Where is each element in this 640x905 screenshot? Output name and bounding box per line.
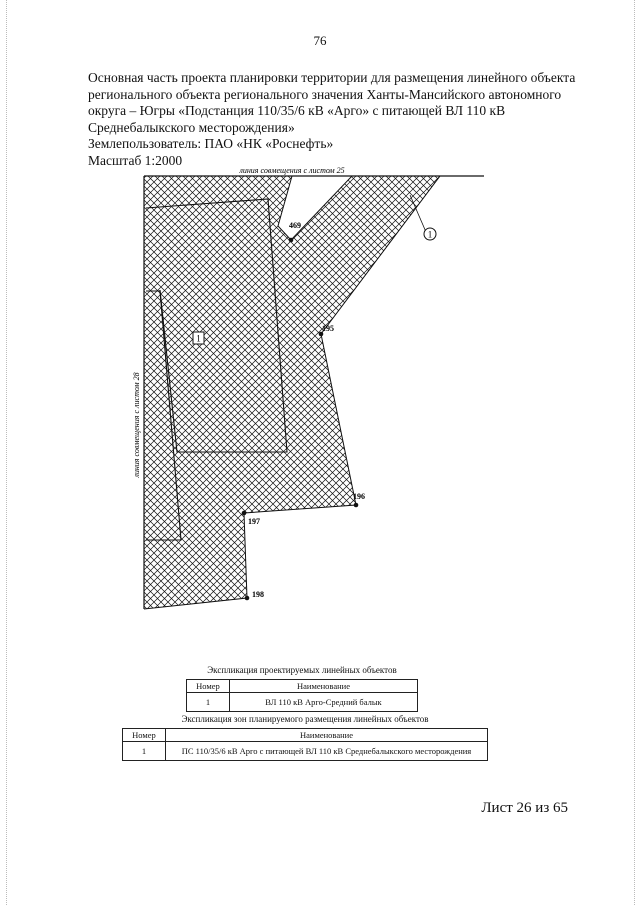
zone-marker-number: 1: [196, 333, 201, 344]
point-196-dot: [354, 503, 359, 508]
point-195-label: 195: [322, 324, 334, 333]
table-cell: ПС 110/35/6 кВ Арго с питающей ВЛ 110 кВ Среднебалыкского месторождения: [166, 742, 488, 761]
table-cell: 1: [123, 742, 166, 761]
table-header-cell: Наименование: [230, 680, 418, 693]
table-header-cell: Номер: [187, 680, 230, 693]
map-scale: Масштаб 1:2000: [88, 152, 183, 168]
header-line-4: Среднебалыкского месторождения»: [88, 119, 295, 135]
page-number: 76: [313, 33, 327, 48]
point-469-dot: [289, 238, 294, 243]
left-line-label: линия совмещения с листом 28: [132, 372, 141, 478]
table-cell: ВЛ 110 кВ Арго-Средний балык: [230, 693, 418, 712]
top-line-label: линия совмещения с листом 25: [239, 166, 345, 175]
table1-caption: Экспликация проектируемых линейных объектов: [207, 665, 397, 675]
header-line-1: Основная часть проекта планировки территории для размещения линейного объекта: [88, 70, 576, 85]
sheet-counter: Лист 26 из 65: [481, 800, 568, 816]
linear-objects-table: [186, 679, 418, 712]
table-row: [187, 693, 418, 712]
land-user: Землепользователь: ПАО «НК «Роснефть»: [88, 136, 334, 151]
table-header-cell: Наименование: [166, 729, 488, 742]
table2-caption: Экспликация зон планируемого размещения линейных объектов: [181, 714, 429, 724]
table-header-cell: Номер: [123, 729, 166, 742]
point-197-dot: [242, 511, 247, 516]
point-196-label: 196: [353, 492, 365, 501]
header-line-3: округа – Югры «Подстанция 110/35/6 кВ «Арго» с питающей ВЛ 110 кВ: [88, 103, 506, 118]
point-197-label: 197: [248, 517, 260, 526]
table-row: [187, 680, 418, 693]
table-cell: 1: [187, 693, 230, 712]
table-row: [123, 742, 488, 761]
header-line-2: регионального объекта регионального значения Ханты-Мансийского автономного: [88, 86, 562, 102]
point-469-label: 469: [289, 221, 301, 230]
object-marker-number: 1: [427, 229, 433, 240]
zones-table: [122, 728, 488, 761]
point-198-label: 198: [252, 590, 264, 599]
point-198-dot: [245, 596, 250, 601]
table-row: [123, 729, 488, 742]
